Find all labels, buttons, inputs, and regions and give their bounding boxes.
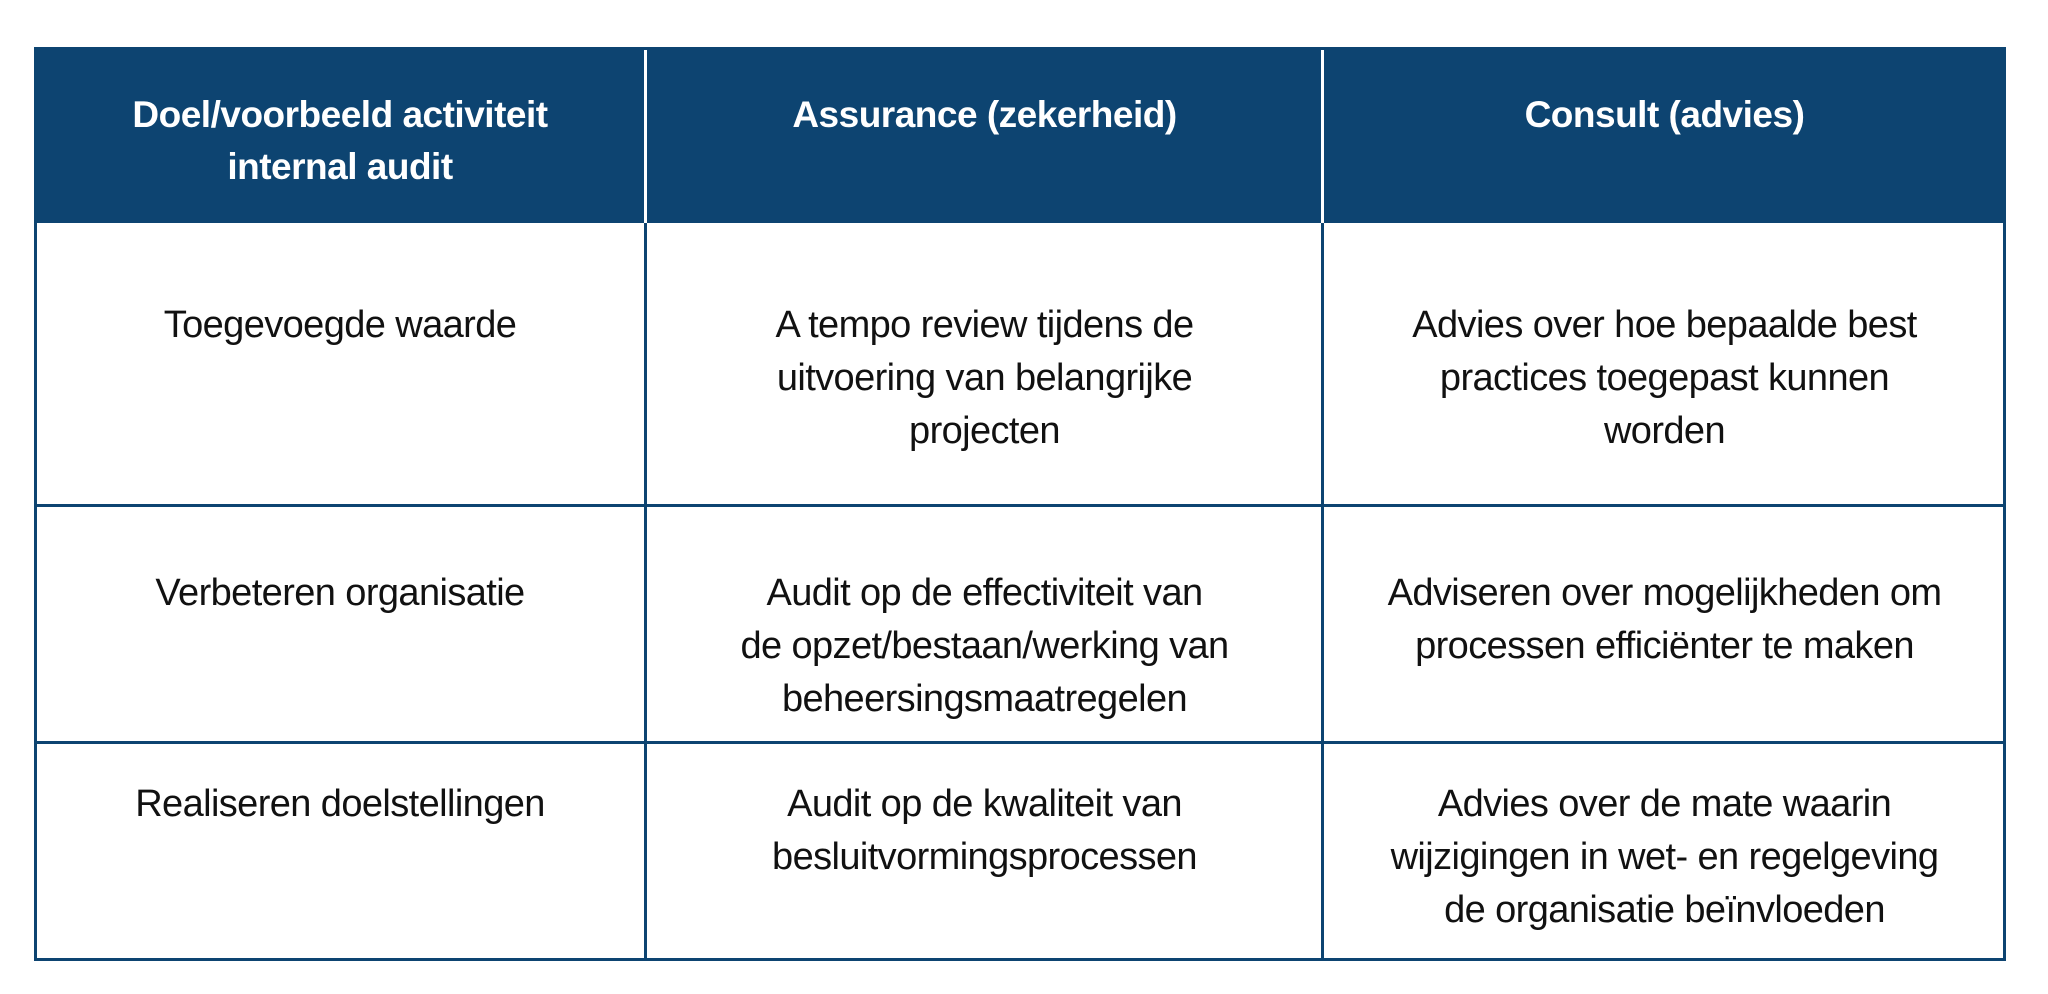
header-divider	[1321, 47, 1324, 223]
header-goal	[34, 47, 646, 223]
cell-text: A tempo review tijdens de	[775, 304, 1194, 346]
cell-text: wijzigingen in wet- en regelgeving	[1390, 836, 1939, 878]
header-goal-line-2: internal audit	[227, 146, 453, 187]
cell-text: worden	[1603, 410, 1726, 452]
row-divider	[34, 741, 2006, 744]
table-row-2-goal	[34, 505, 646, 742]
column-divider	[644, 223, 647, 961]
cell-text: besluitvormingsprocessen	[772, 836, 1197, 878]
cell-text: processen efficiënter te maken	[1415, 625, 1914, 667]
cell-text: de organisatie beïnvloeden	[1444, 889, 1885, 931]
cell-text: Audit op de kwaliteit van	[787, 783, 1182, 825]
table-row-2-consult	[1323, 505, 2006, 742]
cell-text: practices toegepast kunnen	[1439, 357, 1890, 399]
audit-activities-table	[34, 47, 2006, 961]
cell-text: projecten	[909, 410, 1060, 452]
cell-text: Audit op de effectiviteit van	[766, 572, 1203, 614]
header-consult	[1323, 47, 2006, 223]
row-divider	[34, 504, 2006, 507]
header-consult-label: Consult (advies)	[1524, 94, 1805, 135]
header-divider	[644, 47, 647, 223]
cell-text: Advies over hoe bepaalde best	[1412, 304, 1917, 346]
cell-text: Verbeteren organisatie	[155, 572, 525, 614]
table-row-3-assurance	[646, 742, 1323, 961]
cell-text: de opzet/bestaan/werking van	[740, 625, 1229, 667]
header-goal-line-1: Doel/voorbeeld activiteit	[132, 94, 548, 135]
cell-text: Adviseren over mogelijkheden om	[1387, 572, 1942, 614]
table-row-1-assurance	[646, 223, 1323, 505]
table-row-3-goal	[34, 742, 646, 961]
table-row-2-assurance	[646, 505, 1323, 742]
cell-text: uitvoering van belangrijke	[776, 357, 1193, 399]
column-divider	[1321, 223, 1324, 961]
table-row-1-consult	[1323, 223, 2006, 505]
header-assurance	[646, 47, 1323, 223]
cell-text: Realiseren doelstellingen	[135, 783, 545, 825]
table-row-3-consult	[1323, 742, 2006, 961]
cell-text: beheersingsmaatregelen	[781, 678, 1188, 720]
table-row-1-goal	[34, 223, 646, 505]
header-assurance-label: Assurance (zekerheid)	[792, 94, 1177, 135]
cell-text: Advies over de mate waarin	[1437, 783, 1892, 825]
cell-text: Toegevoegde waarde	[163, 304, 517, 346]
